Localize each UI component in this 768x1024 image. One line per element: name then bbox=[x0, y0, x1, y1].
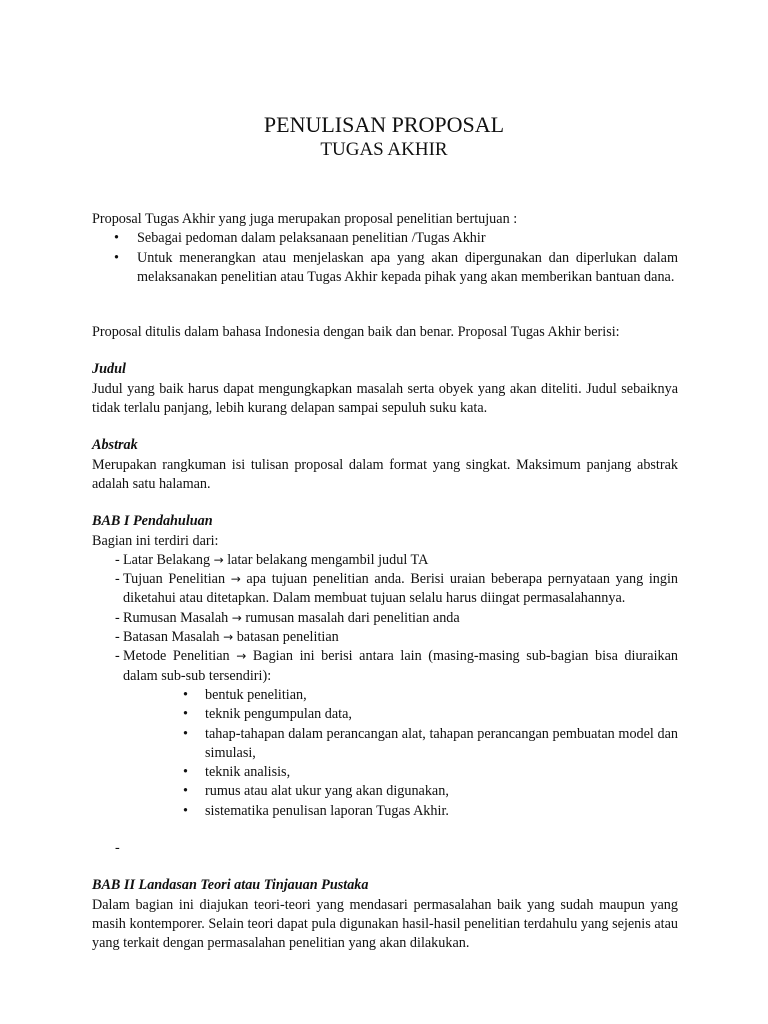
arrow-right-icon: → bbox=[213, 552, 224, 567]
document-subtitle: TUGAS AKHIR bbox=[320, 139, 448, 160]
method-subitem bbox=[92, 725, 678, 764]
bab1-item bbox=[92, 628, 678, 647]
dash-marker: - bbox=[115, 551, 120, 568]
bab1-item-term: Batasan Masalah bbox=[123, 629, 220, 646]
bab1-item bbox=[92, 570, 678, 609]
method-subitem-text: tahap-tahapan dalam perancangan alat, tahapan perancangan pembuatan model dan simulasi, bbox=[205, 725, 678, 761]
bab1-item-desc: latar belakang mengambil judul TA bbox=[227, 551, 429, 568]
dash-marker: - bbox=[115, 840, 120, 857]
trailing-dash-item bbox=[92, 839, 678, 858]
intro-bullet-list bbox=[92, 229, 678, 287]
bullet-icon: • bbox=[183, 725, 188, 742]
arrow-right-icon: → bbox=[231, 610, 242, 625]
bullet-icon: • bbox=[183, 764, 188, 781]
bab2-heading: BAB II Landasan Teori atau Tinjauan Pustaka bbox=[92, 877, 369, 894]
method-subitem bbox=[92, 802, 678, 821]
method-subitem-text: teknik analisis, bbox=[205, 764, 291, 781]
language-paragraph: Proposal ditulis dalam bahasa Indonesia dengan baik dan benar. Proposal Tugas Akhir berisi: bbox=[92, 324, 620, 341]
bullet-icon: • bbox=[183, 686, 188, 703]
abstrak-heading: Abstrak bbox=[92, 437, 138, 454]
document-title: PENULISAN PROPOSAL bbox=[263, 112, 505, 137]
dash-marker: - bbox=[115, 648, 120, 665]
bab1-item-term: Tujuan Penelitian bbox=[123, 571, 226, 588]
dash-marker: - bbox=[115, 571, 120, 588]
method-subitem bbox=[92, 705, 678, 724]
bullet-icon: • bbox=[183, 783, 188, 800]
arrow-right-icon: → bbox=[223, 630, 234, 645]
intro-bullet-text: Untuk menerangkan atau menjelaskan apa yang akan dipergunakan dan diperlukan dalam melaksanakan penelitian atau Tugas Akhir kepada pihak yang akan memberikan bantuan dana. bbox=[137, 249, 678, 285]
method-subitem-text: sistematika penulisan laporan Tugas Akhir. bbox=[205, 802, 449, 819]
bab1-list bbox=[92, 551, 678, 686]
intro-bullet-item bbox=[92, 249, 678, 288]
bab1-item-term: Metode Penelitian bbox=[123, 648, 230, 665]
arrow-right-icon: → bbox=[236, 649, 247, 664]
trailing-dash-list bbox=[92, 839, 678, 858]
bab1-item-term: Latar Belakang bbox=[123, 551, 211, 568]
bullet-icon: • bbox=[114, 230, 119, 247]
bullet-icon: • bbox=[114, 249, 119, 266]
abstrak-text: Merupakan rangkuman isi tulisan proposal dalam format yang singkat. Maksimum panjang abstrak adalah satu halaman. bbox=[92, 456, 678, 492]
method-subitem bbox=[92, 782, 678, 801]
bullet-icon: • bbox=[183, 706, 188, 723]
judul-text: Judul yang baik harus dapat mengungkapkan masalah serta obyek yang akan diteliti. Judul sebaiknya tidak terlalu panjang, lebih kurang delapan sampai sepuluh suku kata. bbox=[92, 380, 678, 417]
bab1-item bbox=[92, 647, 678, 686]
arrow-right-icon: → bbox=[230, 572, 241, 587]
method-sublist bbox=[92, 686, 678, 821]
method-subitem-text: teknik pengumpulan data, bbox=[205, 706, 352, 723]
intro-bullet-text: Sebagai pedoman dalam pelaksanaan penelitian /Tugas Akhir bbox=[137, 230, 486, 247]
bab1-item-desc: batasan penelitian bbox=[236, 629, 339, 646]
method-subitem bbox=[92, 763, 678, 782]
intro-bullet-item bbox=[92, 229, 678, 248]
bab1-item-desc: Bagian ini berisi antara lain (masing-masing sub-bagian bisa diuraikan dalam sub-sub tersendiri): bbox=[123, 648, 678, 684]
method-subitem bbox=[92, 686, 678, 705]
judul-heading: Judul bbox=[92, 361, 126, 378]
dash-marker: - bbox=[115, 609, 120, 626]
intro-paragraph: Proposal Tugas Akhir yang juga merupakan proposal penelitian bertujuan : bbox=[92, 211, 518, 227]
bab1-heading: BAB I Pendahuluan bbox=[92, 513, 213, 530]
dash-marker: - bbox=[115, 629, 120, 646]
method-subitem-text: rumus atau alat ukur yang akan digunakan, bbox=[205, 783, 449, 800]
bab1-item bbox=[92, 609, 678, 628]
bullet-icon: • bbox=[183, 802, 188, 819]
bab1-item-desc: apa tujuan penelitian anda. Berisi uraian beberapa pernyataan yang ingin diketahui atau ditetapkan. Dalam membuat tujuan selalu harus diingat permasalahannya. bbox=[123, 571, 679, 607]
method-subitem-text: bentuk penelitian, bbox=[205, 686, 307, 703]
bab1-item-term: Rumusan Masalah bbox=[123, 609, 229, 626]
bab1-intro: Bagian ini terdiri dari: bbox=[92, 532, 219, 549]
bab1-item bbox=[92, 551, 678, 570]
bab1-item-desc: rumusan masalah dari penelitian anda bbox=[245, 609, 460, 626]
bab2-text: Dalam bagian ini diajukan teori-teori yang mendasari permasalahan baik yang sudah maupun yang masih kontemporer. Selain teori dapat pula digunakan hasil-hasil penelitian terdahulu yang sejenis atau yang terkait dengan permasalahan penelitian yang akan dilakukan. bbox=[92, 896, 678, 952]
document-body bbox=[92, 210, 678, 954]
